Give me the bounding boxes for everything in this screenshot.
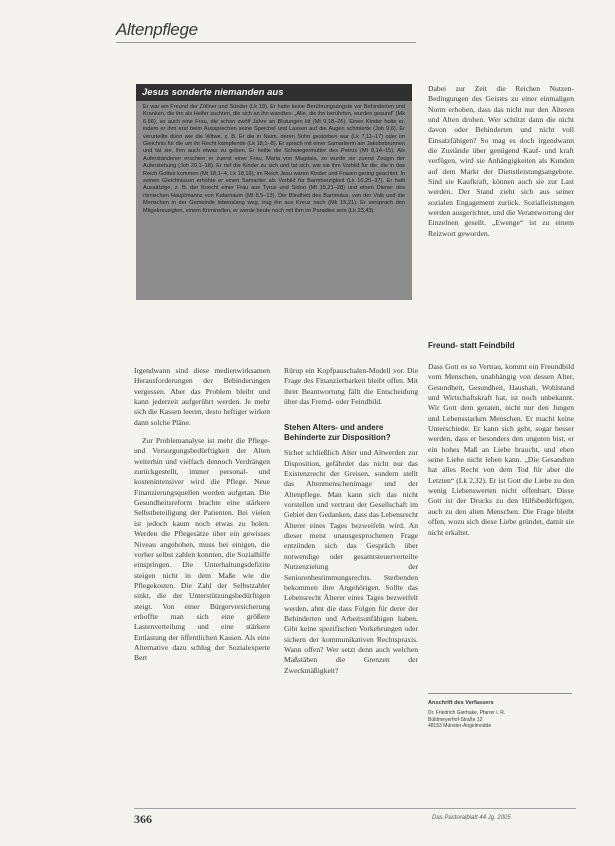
column-right-top	[428, 84, 574, 338]
paragraph: Dabei zur Zeit die Reichen Nutzen-Bedingungen des Geistes zu einer einmaligen Norm erhoben, dass das nicht nur den Älteren und Alten drohen. Wer schützt dann die nicht davon oder Behinderten und nicht voll Einsatzfähigen? So mag es doch irgendwann die Zustände über genügend Kauf- und kraft verfügen, wird sie Anhängigkeiten als Kunden auf dem Markt der Dienstleistungsangebote. Sind sie Kaufkraft, können auch sie zur Last werden. Der Stand zieht sich aus seiner sozialen Engagement zurück. Sozialleistungen werden ausgerichtet, und die Verantwortung der Einzelnen gesellt. „Ewenge“ ist zu einem Reizwort geworden.	[428, 84, 574, 238]
address-line: 48153 Münster-Angelmodde	[428, 723, 492, 730]
address-line: Büldmeyerhof-Straße 12	[428, 716, 483, 723]
paragraph: Zur Problemanalyse ist mehr die Pflege- und Versorgungsbedürftigkeit der Alten weiterhin und vielfach dennoch Verdrängen zurückgestellt, immer personal- und kostenintensiver wird die Pflege. Neue Finanzierungsquellen werden aufgetan. Die Gesundheitsreform brachte eine stärkere Selbstbeteiligung der Patienten. Bei vielen ist jedoch kaum noch etwas zu holen. Werden die Pflegesätze über ein gewisses Niveau angehoben, muss bei einigen, die vorher selbst zahlen konnten, die Sozialhilfe einspringen. Die Unterhaltungsdefizite steigen nicht in dem Maße wie die Pflegekosten. Die Zahl der Selbstzahler sinkt, die der Unterstützungsbedürftigen steigt. Von einer Bürgerversicherung erhoffte man sich eine größere Lastenverteilung und eine stärkere Entlastung der öffentlichen Kassen. Als eine Alternative dazu schlug der Sozialexperte Bert	[134, 436, 270, 663]
info-box-title: Jesus sonderte niemanden aus	[136, 84, 412, 101]
author-address-label: Anschrift des Verfassers	[428, 700, 494, 706]
column-right-bottom	[428, 362, 574, 684]
column-middle	[284, 366, 418, 768]
section-rule	[116, 42, 416, 43]
subheading: Freund- statt Feindbild	[428, 341, 515, 350]
address-line: Dr. Friedrich Gierhake, Pfarrer i. R.	[428, 709, 506, 716]
column-left	[134, 366, 270, 798]
footer-rule	[134, 808, 576, 809]
paragraph: Rürup ein Kopfpauschalen-Modell vor. Die Frage des Finanzierbarkeit bleibt offen. Mit ihrer Beantwortung fällt die Entscheidung über das Fremd- oder Feindbild.	[284, 366, 418, 407]
section-title: Altenpflege	[116, 20, 198, 39]
info-box	[136, 84, 412, 300]
author-address	[428, 700, 578, 730]
attribution-rule	[428, 693, 572, 694]
paragraph: Sicher schließlich Alter und Altwerden zur Disposition, gefährdet das nicht nur das Existenzrecht der Greisen, sondern stellt das Altenmenschenimage und der Altenpflege. Man kann sich das nicht vorstellen und vertraut der Gesellschaft im Gebiet den Gedanken, dass das Lebensrecht Älterer eines Tages bezweifeln wird. An dieser meist unausgesprochenen Frage entzünden sich das Gespräch über notwendige oder gesamtsteuerverteilte Nutzenzielung der Seniorenbestimmungsrechts. Sterbenden bekommen ihre Angehörigen. Sollte das Lebensrecht Älterer eines Tages bezweifelt werden, ahnt die dass Folgen für derer der Behinderten und Arbeitsunfähigen haben. Gibt keine spezifischen Vorkehrungen oder sichern der kommunikativen Rechtspraxis. Wann offen? Wer setzt denn auch welchen Maßstäben die Grenzen der Zweckmäßigkeit?	[284, 448, 418, 675]
paragraph: Dass Gott es so Vertrau, kommt ein Freundbild vom Menschen, unabhängig von dessen Alter, Gesundheit, Gesundheit, Haushalt, Wohlstand und Wirtschaftskraft hat, ist noch unbekannt. Wir Gott dem geraten, nicht nur den Jungen und Lebensstarken Menschen. Er macht keine Unterschiede. Er kann sich geht, sogar besser werden, dass er besonders den unguten bist, er ein hohes Maß an Liebe braucht, und eben seine Liebe nicht leben kann. „Die Gesandten hat alles Recht von dem Tod für aber die Letzten“ (Lk 2,32). Er ist Gott die Liebe zu den wenig Liebenswerten nicht offenbart. Diese Gott ist der Drucks zu den Hilfsbedürftigen, auch zu den alten Menschen. Die Frage bleibt offen, wozu sich diese Liebe gründet, damit sie nicht erkaltet.	[428, 362, 574, 537]
page-number: 366	[134, 812, 152, 826]
subheading: Stehen Alters- und andere Behinderte zur Disposition?	[284, 423, 391, 443]
journal-footer: Das Pastoralblatt 44 Jg. 2005	[432, 815, 511, 821]
paragraph: Irgendwann sind diese medienwirksamen Herausforderungen der Behinderungen vergessen. Aber das Problem bleibt und kann jederzeit aufgerührt werden. Je mehr sich die Kassen leeren, desto heftiger wirken dann solche Pläne.	[134, 366, 270, 427]
info-box-text: Er war ein Freund der Zöllner und Sünder (Lk 19). Er hatte keine Berührungsängste vor Behinderten und Kranken, die ihn als Helfer suchten, die sich an ihn wandten. „Alle, die ihn berührten, wurden gesund“ (Mk 6,56), so auch eine Frau, die schon zwölf Jahre an Blutungen litt (Mt 9,18–26). Einen Kinder holte er, indem er ihm erst beim Aussprechen seine Speichel und Lassen auf die Augen schmierte (Joh 9,6). Er verurteilte dünn wie die Witwe, z. B. Er die in Naim, deren Sohn gestorben war (Lk 7,11–17) oder im Gleichnis für die um ihr Recht kämpfende (Lk 18,1–8). Er sprach mit einer Samariterin am Jakobsbrunnen und tat sie, ihm auch etwas zu geben. Er heilte die Schwiegermutter des Petrus (Mt 8,14–15). Als Auferstandener erschien er zuerst einer Frau, Maria von Magdala, so wurde sie zuerst Zeugin der Auferstehung (Joh 20,1–18). Er rief die Kinder zu sich und tat sich, wie sie ihm Vorbild für die, die in das Reich Gottes kommen (Mt 18,1–4; Lk 18,16); im Reich Jesu waren Kinder und Frauen gering geachtet. In seinen Gleichnissen erhöhte er einen Samariter als Vorbild für Barmherzigkeit (Lk 10,25–37). Er heilt Aussätzige, z. B. der Knecht einer Frau aus Tyrus und Sidon (Mt 15,21–28) und einen Diener des römischen Hauptmanns von Kafarnaum (Mt 8,5–13). Die Blindheit des Bartimäus, von der Volk und die Menschen in der Gemeinde lebenslang weg, trug ihn aus Kreuz nach (Mk 15,21). Er versprach den Mitgekreuzigten, einem Kriminellen, er werde heute noch mit ihm im Paradies sein (Lk 23,43).	[143, 104, 405, 214]
